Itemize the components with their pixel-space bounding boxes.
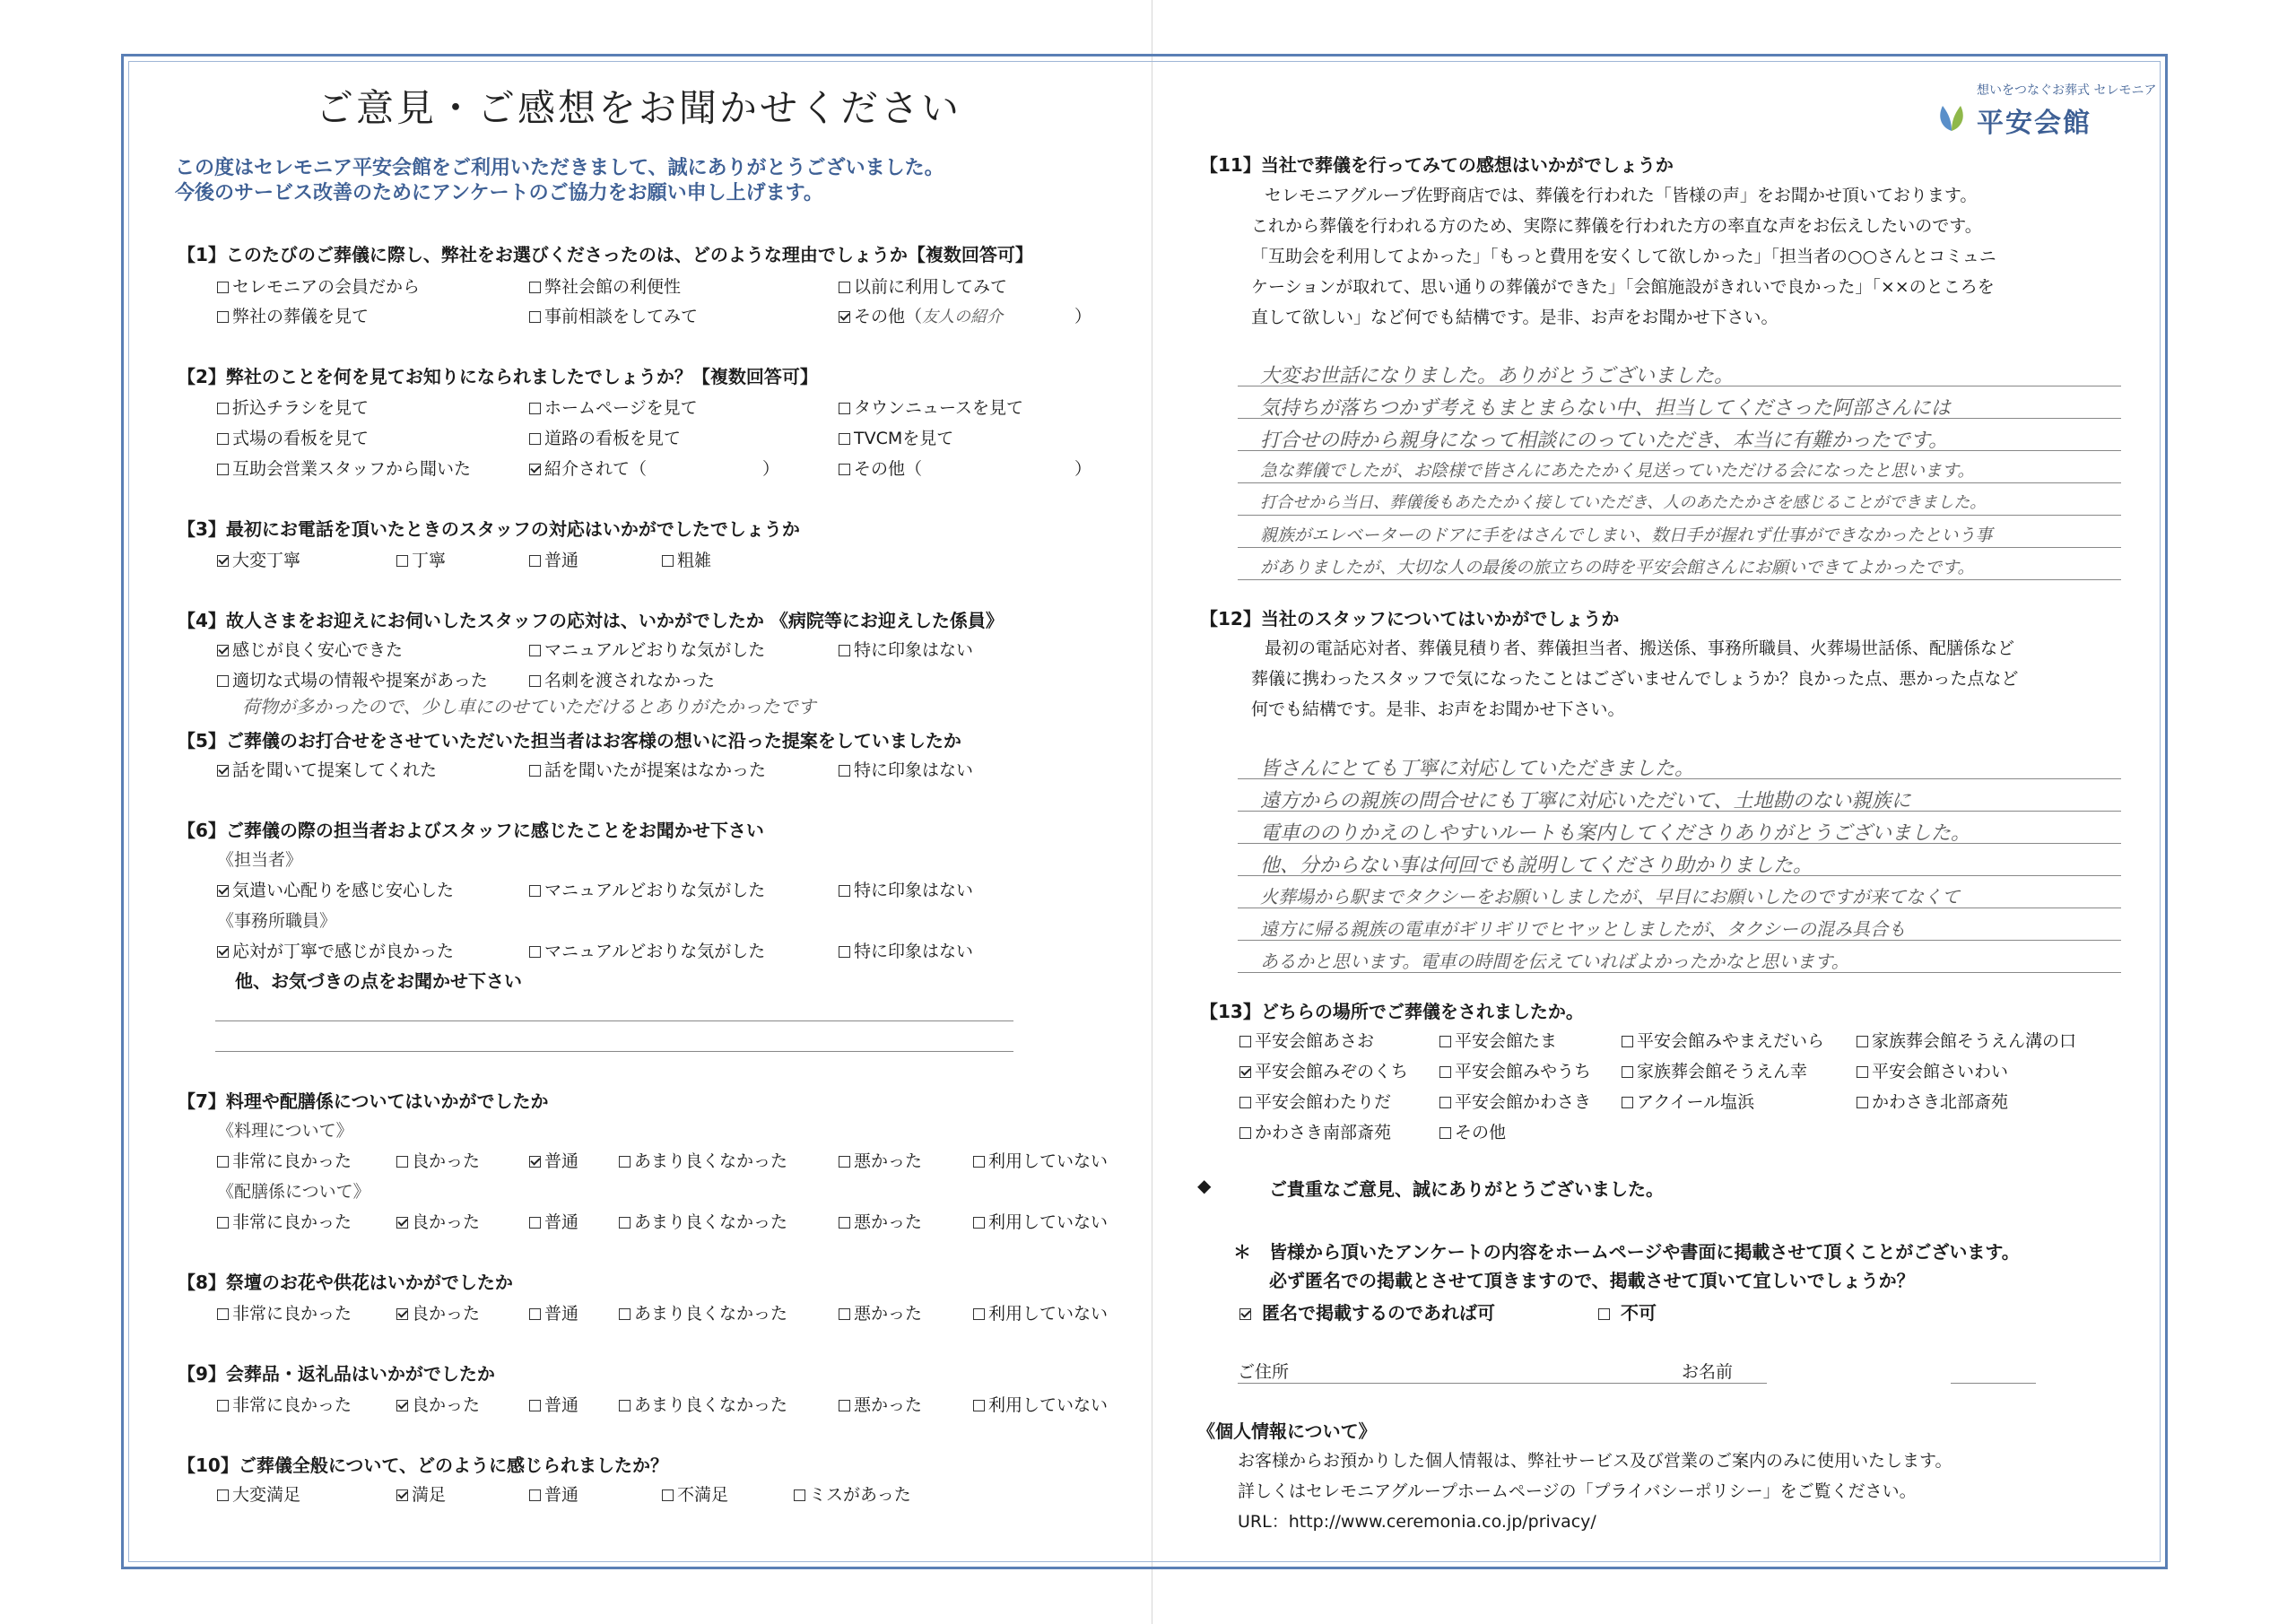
checkbox[interactable] [529, 885, 541, 897]
checkbox[interactable] [839, 885, 850, 897]
checkbox-checked[interactable] [1239, 1308, 1251, 1320]
checkbox[interactable] [1622, 1097, 1633, 1108]
q9-opt-3[interactable]: 普通 [529, 1392, 578, 1416]
q3-opt-2[interactable]: 丁寧 [396, 547, 446, 571]
checkbox[interactable] [217, 1489, 229, 1501]
q12-desc-3: 何でも結構です。是非、お声をお聞かせ下さい。 [1251, 699, 1625, 719]
q11-desc-5: 直して欲しい」など何でも結構です。是非、お声をお聞かせ下さい。 [1251, 308, 1779, 327]
q8-label: 【8】祭壇のお花や供花はいかがでしたか [178, 1272, 513, 1293]
intro-line-2: 今後のサービス改善のためにアンケートのご協力をお願い申し上げます。 [175, 182, 823, 204]
checkbox-checked[interactable] [217, 885, 229, 897]
q4-opt-4[interactable]: 適切な式場の情報や提案があった [217, 667, 488, 691]
q11-hand-6: 親族がエレベーターのドアに手をはさんでしまい、数日手が握れず仕事ができなかったという事 [1260, 525, 1993, 545]
q4-opt-3[interactable]: 特に印象はない [839, 637, 973, 661]
checkbox-checked[interactable] [1239, 1066, 1251, 1078]
q5-opt-3[interactable]: 特に印象はない [839, 757, 973, 781]
q4-label: 【4】故人さまをお迎えにお伺いしたスタッフの応対は、いかがでしたか 《病院等にお迎えした係員》 [178, 610, 1004, 631]
q13-opt-3[interactable]: 平安会館みやまえだいら [1622, 1028, 1824, 1052]
q2-close-2: ） [1074, 459, 1092, 479]
q13-opt-7[interactable]: 家族葬会館そうえん幸 [1622, 1058, 1807, 1082]
checkbox[interactable] [1857, 1036, 1868, 1047]
q6-write-line-2[interactable] [215, 1051, 1013, 1052]
q1-opt-1[interactable]: セレモニアの会員だから [217, 274, 420, 298]
publish-line-1: 皆様から頂いたアンケートの内容をホームページや書面に掲載させて頂くことがございます。 [1269, 1241, 2020, 1263]
q13-opt-6[interactable]: 平安会館みやうち [1439, 1058, 1591, 1082]
checkbox[interactable] [1439, 1036, 1451, 1047]
checkbox[interactable] [529, 1308, 541, 1320]
q10-opt-3[interactable]: 普通 [529, 1481, 578, 1506]
checkbox[interactable] [619, 1156, 631, 1168]
q11-desc-3: 「互助会を利用してよかった」「もっと費用を安くして欲しかった」「担当者の○○さんとコミュニ [1251, 247, 1996, 266]
checkbox[interactable] [1598, 1308, 1610, 1320]
q8-opt-3[interactable]: 普通 [529, 1300, 578, 1324]
q2-opt-5[interactable]: 道路の看板を見て [529, 425, 681, 449]
thanks-text: ご貴重なご意見、誠にありがとうございました。 [1269, 1178, 1664, 1200]
privacy-line-1: お客様からお預かりした個人情報は、弊社サービス及び営業のご案内のみに使用いたします。 [1238, 1451, 1952, 1471]
q7a-opt-6[interactable]: 利用していない [973, 1148, 1108, 1172]
publish-yes[interactable]: 匿名で掲載するのであれば可 [1239, 1298, 1495, 1324]
q1-close: ） [1074, 307, 1092, 326]
checkbox[interactable] [217, 282, 229, 293]
q10-label: 【10】ご葬儀全般について、どのように感じられましたか？ [178, 1455, 669, 1476]
q13-opt-4[interactable]: 家族葬会館そうえん溝の口 [1857, 1028, 2076, 1052]
q12-hand-2: 遠方からの親族の問合せにも丁寧に対応いただいて、土地勘のない親族に [1260, 790, 1911, 812]
checkbox[interactable] [839, 645, 850, 656]
q12-hand-5: 火葬場から駅までタクシーをお願いしましたが、早目にお願いしたのですが来てなくて [1260, 886, 1960, 908]
q9-opt-5[interactable]: 悪かった [839, 1392, 922, 1416]
checkbox[interactable] [839, 765, 850, 777]
q6-opt-3[interactable]: 特に印象はない [839, 877, 973, 901]
checkbox[interactable] [1239, 1127, 1251, 1139]
checkbox[interactable] [973, 1156, 985, 1168]
checkbox[interactable] [217, 1308, 229, 1320]
checkbox[interactable] [1622, 1036, 1633, 1047]
checkbox[interactable] [529, 1217, 541, 1229]
checkbox[interactable] [529, 645, 541, 656]
q7-sub-1: 《料理について》 [217, 1121, 353, 1141]
q3-label: 【3】最初にお電話を頂いたときのスタッフの対応はいかがでしたでしょうか [178, 518, 800, 540]
q13-opt-13[interactable]: かわさき南部斎苑 [1239, 1119, 1391, 1143]
publish-line-2: 必ず匿名での掲載とさせて頂きますので、掲載させて頂いて宜しいでしょうか？ [1269, 1270, 1915, 1291]
q11-label: 【11】当社で葬儀を行ってみての感想はいかがでしょうか [1200, 154, 1674, 176]
checkbox[interactable] [973, 1400, 985, 1411]
q10-opt-1[interactable]: 大変満足 [217, 1481, 300, 1506]
address-line[interactable] [1238, 1383, 1713, 1384]
checkbox[interactable] [1857, 1066, 1868, 1078]
checkbox[interactable] [662, 1489, 674, 1501]
asterisk-icon: ＊ [1233, 1241, 1251, 1263]
q11-line-4 [1238, 482, 2121, 483]
q13-opt-12[interactable]: かわさき北部斎苑 [1857, 1089, 2008, 1113]
publish-no[interactable]: 不可 [1598, 1298, 1657, 1324]
checkbox[interactable] [529, 1489, 541, 1501]
q5-label: 【5】ご葬儀のお打合せをさせていただいた担当者はお客様の想いに沿った提案をしていましたか [178, 730, 961, 751]
checkbox[interactable] [217, 464, 229, 475]
checkbox[interactable] [619, 1308, 631, 1320]
q3-opt-1[interactable]: 大変丁寧 [217, 547, 300, 571]
privacy-url-link[interactable]: URL：http://www.ceremonia.co.jp/privacy/ [1238, 1512, 1596, 1532]
q8-opt-4[interactable]: あまり良くなかった [619, 1300, 787, 1324]
q10-opt-4[interactable]: 不満足 [662, 1481, 728, 1506]
q2-opt-3[interactable]: タウンニュースを見て [839, 395, 1023, 419]
checkbox-checked[interactable] [396, 1217, 408, 1229]
checkbox-checked[interactable] [529, 1156, 541, 1168]
checkbox[interactable] [529, 403, 541, 414]
q1-opt-4[interactable]: 弊社の葬儀を見て [217, 303, 369, 327]
q11-desc-1: セレモニアグループ佐野商店では、葬儀を行われた「皆様の声」をお聞かせ頂いております。 [1265, 186, 1978, 205]
checkbox[interactable] [529, 311, 541, 323]
q11-hand-7: がありましたが、大切な人の最後の旅立ちの時を平安会館さんにお願いできてよかったです。 [1260, 558, 1975, 578]
q13-opt-10[interactable]: 平安会館かわさき [1439, 1089, 1591, 1113]
q6-opt-5[interactable]: マニュアルどおりな気がした [529, 938, 765, 962]
checkbox[interactable] [839, 403, 850, 414]
q11-hand-3: 打合せの時から親身になって相談にのっていただき、本当に有難かったです。 [1260, 430, 1949, 452]
checkbox[interactable] [1622, 1066, 1633, 1078]
q2-label: 【2】弊社のことを何を見てお知りになられましたでしょうか？【複数回答可】 [178, 366, 818, 387]
q13-opt-9[interactable]: 平安会館わたりだ [1239, 1089, 1391, 1113]
address-label: ご住所 [1238, 1362, 1290, 1382]
q8-opt-5[interactable]: 悪かった [839, 1300, 922, 1324]
q2-opt-2[interactable]: ホームページを見て [529, 395, 698, 419]
q7b-opt-2[interactable]: 良かった [396, 1209, 480, 1233]
q6-opt-2[interactable]: マニュアルどおりな気がした [529, 877, 765, 901]
q11-line-5 [1238, 515, 2121, 516]
q6-sub-2: 《事務所職員》 [217, 911, 337, 931]
q2-opt-6[interactable]: TVCMを見て [839, 425, 953, 449]
q1-opt-2[interactable]: 弊社会館の利便性 [529, 274, 681, 298]
checkbox[interactable] [1439, 1127, 1451, 1139]
q11-hand-5: 打合せから当日、葬儀後もあたたかく接していただき、人のあたたかさを感じることができました。 [1260, 493, 1987, 512]
q8-opt-6[interactable]: 利用していない [973, 1300, 1108, 1324]
q9-opt-1[interactable]: 非常に良かった [217, 1392, 352, 1416]
checkbox[interactable] [217, 675, 229, 687]
q8-opt-1[interactable]: 非常に良かった [217, 1300, 352, 1324]
q13-opt-2[interactable]: 平安会館たま [1439, 1028, 1557, 1052]
checkbox[interactable] [529, 282, 541, 293]
name-line-1[interactable] [1682, 1383, 1767, 1384]
checkbox[interactable] [973, 1308, 985, 1320]
q11-desc-4: ケーションが取れて、思い通りの葬儀ができた」「会館施設がきれいで良かった」「××のところを [1251, 277, 1995, 297]
q6-opt-4[interactable]: 応対が丁寧で感じが良かった [217, 938, 454, 962]
logo-tagline: 想いをつなぐお葬式 セレモニア [1977, 83, 2157, 98]
q6-label: 【6】ご葬儀の際の担当者およびスタッフに感じたことをお聞かせ下さい [178, 820, 764, 841]
q9-opt-6[interactable]: 利用していない [973, 1392, 1108, 1416]
q11-hand-1: 大変お世話になりました。ありがとうございました。 [1260, 365, 1735, 387]
q2-opt-1[interactable]: 折込チラシを見て [217, 395, 369, 419]
q1-opt-3[interactable]: 以前に利用してみて [839, 274, 1007, 298]
q10-opt-2[interactable]: 満足 [396, 1481, 446, 1506]
q12-hand-3: 電車ののりかえのしやすいルートも案内してくださりありがとうございました。 [1260, 822, 1971, 845]
logo [1935, 81, 2157, 143]
checkbox[interactable] [839, 946, 850, 958]
checkbox[interactable] [217, 433, 229, 445]
checkbox[interactable] [839, 282, 850, 293]
checkbox-checked[interactable] [396, 1489, 408, 1501]
name-label: お名前 [1682, 1362, 1734, 1382]
checkbox[interactable] [839, 1156, 850, 1168]
checkbox[interactable] [794, 1489, 805, 1501]
checkbox-checked[interactable] [217, 946, 229, 958]
checkbox[interactable] [1439, 1066, 1451, 1078]
q12-desc-2: 葬儀に携わったスタッフで気になったことはございませんでしょうか？良かった点、悪かった点など [1251, 669, 2019, 689]
q1-opt-5[interactable]: 事前相談をしてみて [529, 303, 698, 327]
q1-label: 【1】このたびのご葬儀に際し、弊社をお選びくださったのは、どのような理由でしょうか【複数回答可】 [178, 244, 1033, 265]
q12-hand-1: 皆さんにとても丁寧に対応していただきました。 [1260, 758, 1695, 780]
checkbox[interactable] [529, 1400, 541, 1411]
checkbox[interactable] [217, 311, 229, 323]
q7a-opt-3[interactable]: 普通 [529, 1148, 578, 1172]
checkbox[interactable] [529, 765, 541, 777]
q13-opt-11[interactable]: アクイール塩浜 [1622, 1089, 1754, 1113]
checkbox-checked[interactable] [217, 765, 229, 777]
checkbox[interactable] [529, 675, 541, 687]
q6-other-label: 他、お気づきの点をお聞かせ下さい [235, 970, 522, 992]
checkbox[interactable] [662, 555, 674, 567]
checkbox[interactable] [839, 1400, 850, 1411]
q6-write-line-1[interactable] [215, 1020, 1013, 1021]
checkbox[interactable] [1239, 1097, 1251, 1108]
logo-name: 平安会館 [1977, 108, 2092, 139]
q12-desc-1: 最初の電話応対者、葬儀見積り者、葬儀担当者、搬送係、事務所職員、火葬場世話係、配膳係など [1265, 638, 2015, 658]
q13-opt-1[interactable]: 平安会館あさお [1239, 1028, 1374, 1052]
checkbox[interactable] [396, 1156, 408, 1168]
checkbox-checked[interactable] [529, 464, 541, 475]
q12-hand-7: あるかと思います。電車の時間を伝えていればよかったかなと思います。 [1260, 951, 1849, 972]
q9-label: 【9】会葬品・返礼品はいかがでしたか [178, 1363, 495, 1385]
privacy-line-2: 詳しくはセレモニアグループホームページの「プライバシーポリシー」をご覧ください。 [1238, 1481, 1917, 1501]
q5-opt-2[interactable]: 話を聞いたが提案はなかった [529, 757, 766, 781]
q7b-opt-3[interactable]: 普通 [529, 1209, 578, 1233]
q7a-opt-5[interactable]: 悪かった [839, 1148, 922, 1172]
checkbox[interactable] [217, 1217, 229, 1229]
checkbox[interactable] [1439, 1097, 1451, 1108]
logo-leaf-icon [1935, 100, 1968, 133]
name-line-2[interactable] [1951, 1383, 2036, 1384]
checkbox[interactable] [396, 555, 408, 567]
q6-sub-1: 《担当者》 [217, 850, 303, 870]
q7b-opt-1[interactable]: 非常に良かった [217, 1209, 352, 1233]
q4-handwritten: 荷物が多かったので、少し車にのせていただけるとありがたかったです [242, 696, 816, 717]
q7b-opt-4[interactable]: あまり良くなかった [619, 1209, 787, 1233]
intro-line-1: この度はセレモニア平安会館をご利用いただきまして、誠にありがとうございました。 [175, 157, 944, 179]
q8-opt-2[interactable]: 良かった [396, 1300, 480, 1324]
checkbox-checked[interactable] [396, 1308, 408, 1320]
q7a-opt-4[interactable]: あまり良くなかった [619, 1148, 787, 1172]
q5-opt-1[interactable]: 話を聞いて提案してくれた [217, 757, 437, 781]
checkbox[interactable] [839, 1217, 850, 1229]
checkbox[interactable] [973, 1217, 985, 1229]
q4-opt-1[interactable]: 感じが良く安心できた [217, 637, 403, 661]
q9-opt-4[interactable]: あまり良くなかった [619, 1392, 787, 1416]
q11-line-7 [1238, 579, 2121, 580]
checkbox[interactable] [839, 433, 850, 445]
checkbox[interactable] [839, 1308, 850, 1320]
q7b-opt-6[interactable]: 利用していない [973, 1209, 1108, 1233]
checkbox[interactable] [1857, 1097, 1868, 1108]
privacy-title: 《個人情報について》 [1197, 1420, 1377, 1442]
q12-hand-6: 遠方に帰る親族の電車がギリギリでヒヤッとしましたが、タクシーの混み具合も [1260, 918, 1906, 940]
q7a-opt-2[interactable]: 良かった [396, 1148, 480, 1172]
q10-opt-5[interactable]: ミスがあった [794, 1481, 911, 1506]
checkbox-checked[interactable] [217, 555, 229, 567]
q11-desc-2: これから葬儀を行われる方のため、実際に葬儀を行われた方の率直な声をお伝えしたいのです。 [1251, 216, 1982, 236]
q13-opt-5[interactable]: 平安会館みぞのくち [1239, 1058, 1408, 1082]
checkbox[interactable] [217, 403, 229, 414]
q7-sub-2: 《配膳係について》 [217, 1182, 370, 1202]
checkbox[interactable] [529, 946, 541, 958]
q1-handwritten: 友人の紹介 [922, 308, 1004, 326]
checkbox-checked[interactable] [396, 1400, 408, 1411]
checkbox[interactable] [217, 1156, 229, 1168]
q12-label: 【12】当社のスタッフについてはいかがでしょうか [1200, 608, 1620, 630]
q11-line-6 [1238, 547, 2121, 548]
q2-close-1: ） [762, 459, 780, 479]
checkbox[interactable] [217, 1400, 229, 1411]
checkbox[interactable] [529, 433, 541, 445]
q6-opt-1[interactable]: 気遣い心配りを感じ安心した [217, 877, 454, 901]
checkbox-checked[interactable] [839, 311, 850, 323]
checkbox[interactable] [839, 464, 850, 475]
diamond-icon: ◆ [1197, 1175, 1212, 1196]
q2-opt-4[interactable]: 式場の看板を見て [217, 425, 369, 449]
q11-hand-4: 急な葬儀でしたが、お陰様で皆さんにあたたかく見送っていただける会になったと思います。 [1260, 461, 1975, 481]
q4-opt-2[interactable]: マニュアルどおりな気がした [529, 637, 765, 661]
q12-hand-4: 他、分からない事は何回でも説明してくださり助かりました。 [1260, 855, 1813, 877]
checkbox[interactable] [1239, 1036, 1251, 1047]
checkbox[interactable] [619, 1400, 631, 1411]
q11-hand-2: 気持ちが落ちつかず考えもまとまらない中、担当してくださった阿部さんには [1260, 397, 1951, 420]
q13-label: 【13】どちらの場所でご葬儀をされましたか。 [1200, 1001, 1584, 1022]
q9-opt-2[interactable]: 良かった [396, 1392, 480, 1416]
checkbox[interactable] [619, 1217, 631, 1229]
q3-opt-3[interactable]: 普通 [529, 547, 578, 571]
checkbox-checked[interactable] [217, 645, 229, 656]
checkbox[interactable] [529, 555, 541, 567]
q2-opt-9[interactable]: その他（ [839, 456, 922, 480]
q7-label: 【7】料理や配膳係についてはいかがでしたか [178, 1090, 549, 1112]
q1-opt-6[interactable]: その他（友人の紹介 [839, 303, 1003, 327]
q7a-opt-1[interactable]: 非常に良かった [217, 1148, 352, 1172]
q13-opt-14[interactable]: その他 [1439, 1119, 1506, 1143]
q2-opt-7[interactable]: 互助会営業スタッフから聞いた [217, 456, 471, 480]
q4-opt-5[interactable]: 名刺を渡されなかった [529, 667, 715, 691]
q2-opt-8[interactable]: 紹介されて（ [529, 456, 647, 480]
page-title: ご意見・ご感想をお聞かせください [316, 86, 962, 130]
q6-opt-6[interactable]: 特に印象はない [839, 938, 973, 962]
q7b-opt-5[interactable]: 悪かった [839, 1209, 922, 1233]
q13-opt-8[interactable]: 平安会館さいわい [1857, 1058, 2008, 1082]
q3-opt-4[interactable]: 粗雑 [662, 547, 711, 571]
